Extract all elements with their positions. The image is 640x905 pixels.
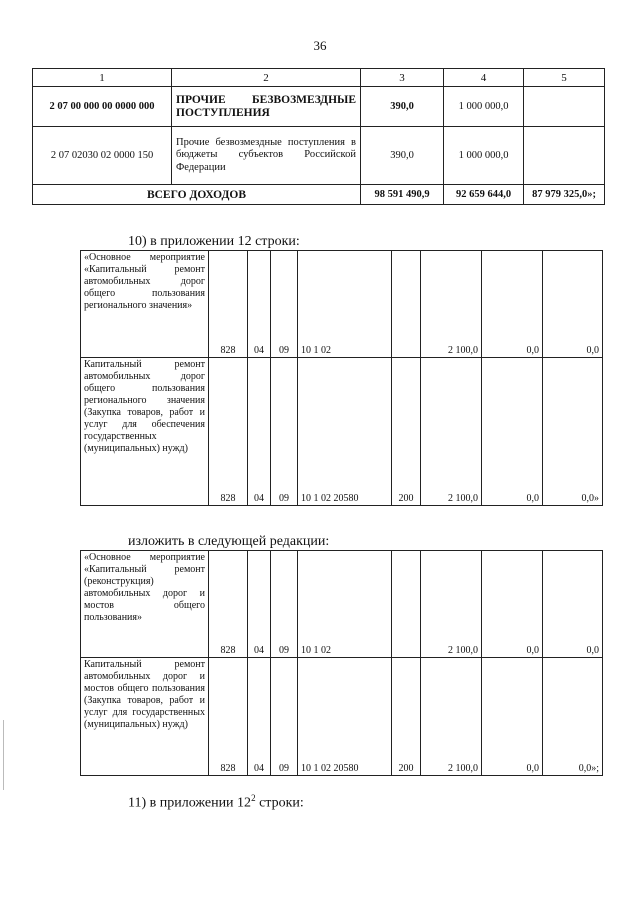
value-cell: 390,0	[361, 87, 444, 127]
value-cell	[524, 127, 605, 185]
header-cell: 2	[172, 69, 361, 87]
total-label: ВСЕГО ДОХОДОВ	[33, 185, 361, 205]
income-name: Прочие безвозмездные поступления в бюджеты субъектов Российской Федерации	[172, 127, 361, 185]
cell-section: 04	[248, 658, 271, 776]
total-value: 98 591 490,9	[361, 185, 444, 205]
table-row	[33, 127, 605, 185]
total-row	[33, 185, 605, 205]
paragraph-11	[128, 793, 304, 812]
cell-section: 04	[248, 551, 271, 658]
cell-section: 04	[248, 358, 271, 506]
superscript: 2	[251, 793, 256, 803]
cell-amount: 2 100,0	[421, 358, 482, 506]
row-description: Капитальный ремонт автомобильных дорог общего пользования регионального значения (Закупка товаров, работ и услуг для обеспечения государственных (муниципальных) нужд)	[81, 358, 209, 506]
cell-target: 10 1 02 20580	[298, 658, 392, 776]
cell-amount: 0,0»;	[543, 658, 603, 776]
cell-subsection: 09	[271, 658, 298, 776]
row-description: «Основное мероприятие «Капитальный ремонт (реконструкция) автомобильных дорог и мостов общего пользования»	[81, 551, 209, 658]
total-value: 92 659 644,0	[444, 185, 524, 205]
appendix-12-new-table	[80, 550, 603, 776]
income-table	[32, 68, 605, 205]
table-row	[81, 251, 603, 358]
header-cell: 1	[33, 69, 172, 87]
income-name: ПРОЧИЕ БЕЗВОЗМЕЗДНЫЕ ПОСТУПЛЕНИЯ	[172, 87, 361, 127]
page-number: 36	[313, 38, 327, 53]
cell-amount: 2 100,0	[421, 551, 482, 658]
income-code: 2 07 02030 02 0000 150	[33, 127, 172, 185]
cell-target: 10 1 02	[298, 251, 392, 358]
cell-amount: 2 100,0	[421, 658, 482, 776]
paragraph-10: 10) в приложении 12 строки:	[128, 234, 300, 249]
cell-ministry: 828	[209, 658, 248, 776]
cell-target: 10 1 02	[298, 551, 392, 658]
cell-ministry: 828	[209, 551, 248, 658]
cell-amount: 0,0	[543, 551, 603, 658]
cell-amount: 0,0	[482, 658, 543, 776]
cell-kind: 200	[392, 658, 421, 776]
value-cell	[524, 87, 605, 127]
cell-amount: 0,0	[482, 251, 543, 358]
cell-amount: 2 100,0	[421, 251, 482, 358]
cell-amount: 0,0»	[543, 358, 603, 506]
appendix-12-old-table	[80, 250, 603, 506]
table-header-row	[33, 69, 605, 87]
cell-amount: 0,0	[482, 358, 543, 506]
value-cell: 1 000 000,0	[444, 127, 524, 185]
scan-margin-mark	[3, 720, 4, 790]
income-code: 2 07 00 000 00 0000 000	[33, 87, 172, 127]
cell-target: 10 1 02 20580	[298, 358, 392, 506]
cell-subsection: 09	[271, 358, 298, 506]
paragraph-11-text: 11) в приложении 12	[128, 795, 252, 811]
cell-kind	[392, 251, 421, 358]
row-description: «Основное мероприятие «Капитальный ремонт автомобильных дорог общего пользования регионального значения»	[81, 251, 209, 358]
table-row	[81, 551, 603, 658]
paragraph-edit: изложить в следующей редакции:	[128, 534, 330, 549]
total-value: 87 979 325,0»;	[524, 185, 605, 205]
cell-amount: 0,0	[482, 551, 543, 658]
table-row	[81, 658, 603, 776]
header-cell: 4	[444, 69, 524, 87]
table-row	[81, 358, 603, 506]
cell-subsection: 09	[271, 551, 298, 658]
cell-amount: 0,0	[543, 251, 603, 358]
cell-section: 04	[248, 251, 271, 358]
table-row	[33, 87, 605, 127]
cell-kind: 200	[392, 358, 421, 506]
cell-subsection: 09	[271, 251, 298, 358]
cell-kind	[392, 551, 421, 658]
row-description: Капитальный ремонт автомобильных дорог и мостов общего пользования (Закупка товаров, работ и услуг для государственных (муниципальных) нужд)	[81, 658, 209, 776]
cell-ministry: 828	[209, 358, 248, 506]
value-cell: 1 000 000,0	[444, 87, 524, 127]
value-cell: 390,0	[361, 127, 444, 185]
cell-ministry: 828	[209, 251, 248, 358]
header-cell: 3	[361, 69, 444, 87]
paragraph-11-suffix: строки:	[255, 795, 304, 811]
header-cell: 5	[524, 69, 605, 87]
